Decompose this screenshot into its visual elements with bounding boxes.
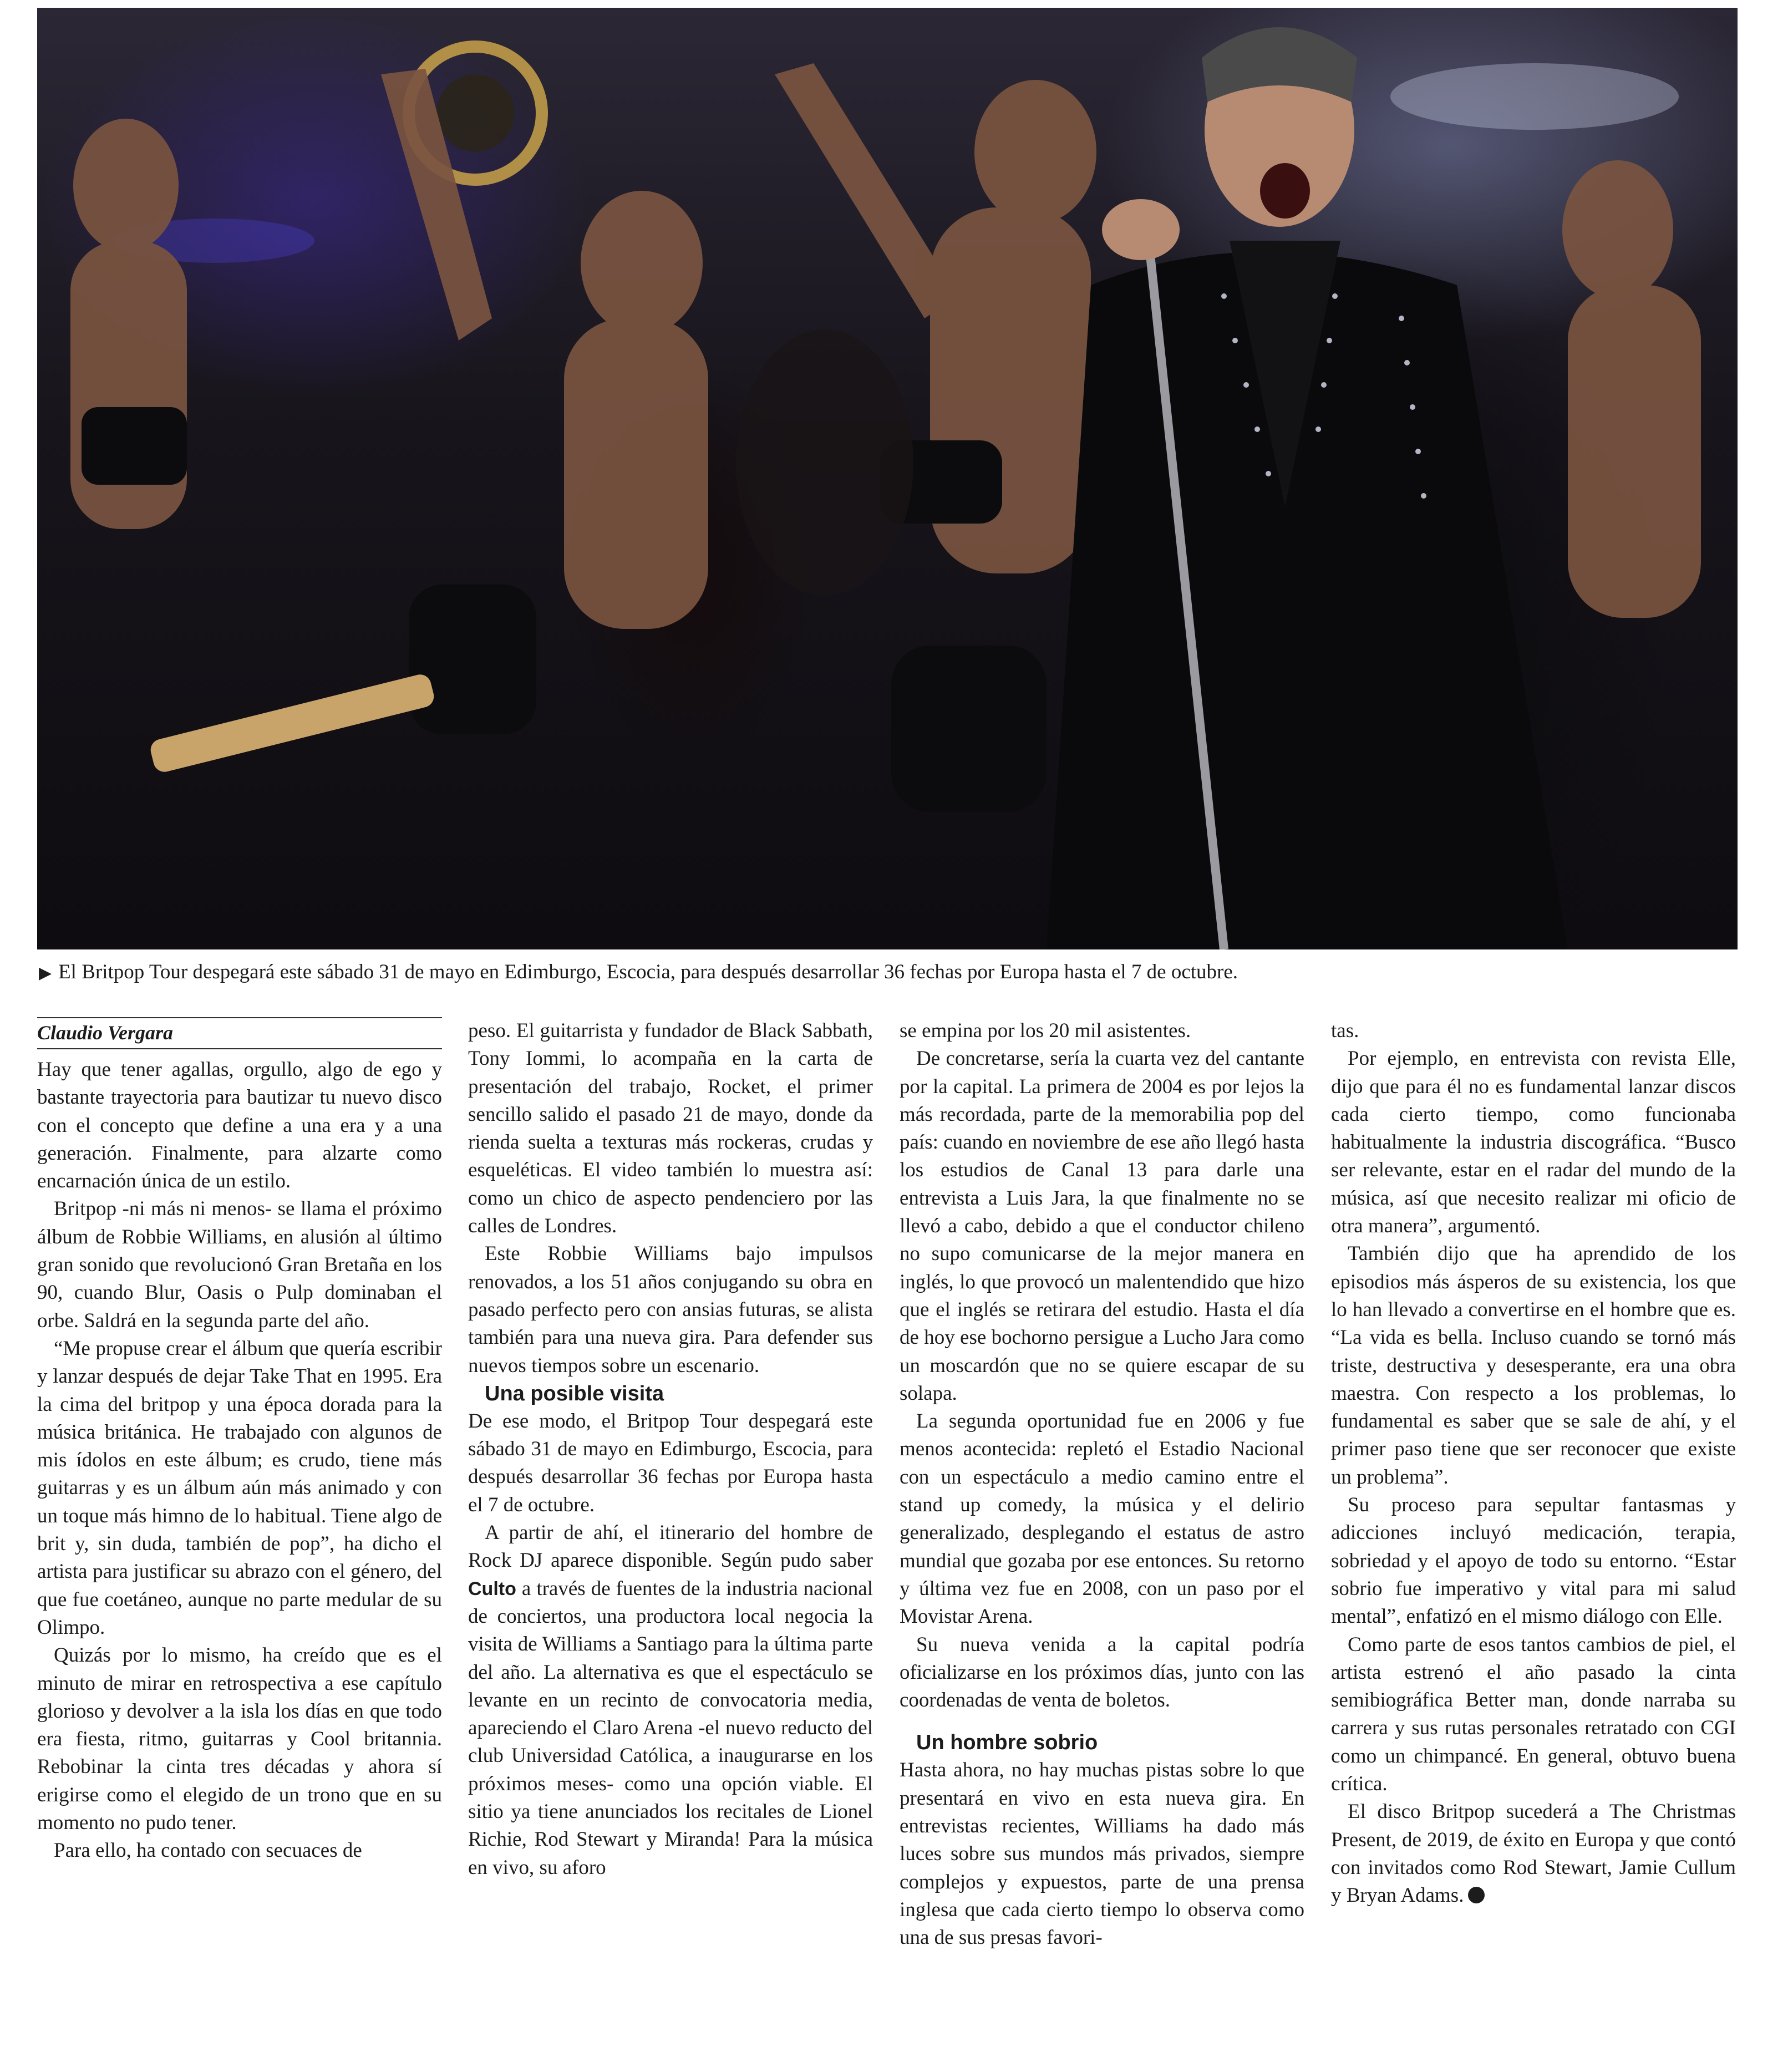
publication-name: Culto bbox=[468, 1578, 516, 1599]
paragraph: De ese modo, el Britpop Tour despegará este sábado 31 de mayo en Edimburgo, Escocia, para después desarrollar 36 fechas por Europa hasta el 7 de octubre. bbox=[468, 1409, 873, 1516]
article-column-3 bbox=[900, 1017, 1304, 1952]
byline: Claudio Vergara bbox=[37, 1017, 442, 1049]
subheading: Un hombre sobrio bbox=[916, 1731, 1098, 1755]
paragraph: Su nueva venida a la capital podría oficializarse en los próximos días, junto con las coordenadas de venta de boletos. bbox=[900, 1633, 1304, 1712]
paragraph: Para ello, ha contado con secuaces de bbox=[54, 1839, 362, 1862]
paragraph: tas. bbox=[1331, 1019, 1359, 1042]
paragraph bbox=[1331, 1798, 1736, 1910]
paragraph: La segunda oportunidad fue en 2006 y fue menos acontecida: repletó el Estadio Nacional con un espectáculo a medio camino entre el stand up comedy, la música y el delirio generalizado, desplegando el estatus de astro mundial que gozaba por ese entonces. Su retorno y última vez fue en 2008, con un paso por el Movistar Arena. bbox=[900, 1410, 1304, 1628]
paragraph: Hasta ahora, no hay muchas pistas sobre lo que presentará en vivo en esta nueva gira. En entrevistas recientes, Williams ha dado más luces sobre sus mundos más privados, siempre complejos y expuestos, parte de una prensa inglesa que cada cierto tiempo lo observa como una de sus presas favori- bbox=[900, 1759, 1304, 1949]
article-column-4 bbox=[1331, 1017, 1736, 1910]
paragraph: Hay que tener agallas, orgullo, algo de ego y bastante trayectoria para bautizar tu nuevo disco con el concepto que define a una era y a una generación. Finalmente, para alzarte como encarnación única de un estilo. bbox=[37, 1058, 442, 1193]
paragraph-text: El disco Britpop sucederá a The Christmas Present, de 2019, de éxito en Europa y que contó con invitados como Rod Stewart, Jamie Cullum y Bryan Adams. bbox=[1331, 1800, 1736, 1907]
concert-photo-illustration bbox=[37, 8, 1738, 949]
paragraph: Su proceso para sepultar fantasmas y adicciones incluyó medicación, terapia, sobriedad y el apoyo de todo su entorno. “Estar sobrio fue imperativo y vital para mi salud mental”, enfatizó en el mismo diálogo con Elle. bbox=[1331, 1494, 1736, 1628]
paragraph: Como parte de esos tantos cambios de piel, el artista estrenó el año pasado la cinta semibiográfica Better man, donde narraba su carrera y sus rutas personales retratado con CGI como un chimpancé. En general, obtuvo buena crítica. bbox=[1331, 1633, 1736, 1796]
paragraph: “Me propuse crear el álbum que quería escribir y lanzar después de dejar Take That en 1995. Era la cima del britpop y una época dorada para la música británica. He trabajado con algunos de mis ídolos en este álbum; es crudo, tiene más guitarras y es un álbum aún más animado y con un toque más himno de lo habitual. Tiene algo de brit y, sin duda, también de pop”, ha dicho el artista para justificar su abrazo con el género, del que fue coetáneo, aunque no parte medular de su Olimpo. bbox=[37, 1337, 442, 1639]
paragraph-text: a través de fuentes de la industria nacional de conciertos, una productora local negocia la visita de Williams a Santiago para la última parte del año. La alternativa es que el espectáculo se levante en un recinto de convocatoria media, apareciendo el Claro Arena -el nuevo reducto del club Universidad Católica, a inaugurarse en los próximos meses- como una opción viable. El sitio ya tiene anunciados los recitales de Lionel Richie, Rod Stewart y Miranda! Para la música en vivo, su aforo bbox=[468, 1577, 873, 1879]
article-column-1 bbox=[37, 1017, 442, 1865]
subheading: Una posible visita bbox=[485, 1382, 664, 1405]
concert-photo bbox=[37, 8, 1738, 949]
end-mark-icon bbox=[1468, 1887, 1485, 1903]
paragraph: De concretarse, sería la cuarta vez del cantante por la capital. La primera de 2004 es por lejos la más recordada, parte de la memorabilia pop del país: cuando en noviembre de ese año llegó hasta los estudios de Canal 13 para darle una entrevista a Luis Jara, la que finalmente no se llevó a cabo, debido a que el conductor chileno no supo comunicarse de la mejor manera en inglés, lo que provocó un malentendido que hizo que el inglés se retirara del estudio. Hasta el día de hoy ese bochorno persigue a Lucho Jara como un moscardón que no se quiere escapar de su solapa. bbox=[900, 1047, 1304, 1405]
paragraph-text: A partir de ahí, el itinerario del hombre de Rock DJ aparece disponible. Según pudo saber bbox=[468, 1521, 873, 1572]
paragraph bbox=[468, 1519, 873, 1882]
caption-marker-icon: ▶ bbox=[39, 964, 52, 982]
caption-text: El Britpop Tour despegará este sábado 31 de mayo en Edimburgo, Escocia, para después desarrollar 36 fechas por Europa hasta el 7 de octubre. bbox=[58, 961, 1238, 983]
paragraph: También dijo que ha aprendido de los episodios más ásperos de su existencia, los que lo han llevado a convertirse en el hombre que es. “La vida es bella. Incluso cuando se tornó más triste, destructiva y desesperante, era una obra maestra. Con respecto a los problemas, lo fundamental es saber que se sale de ahí, y el primer paso tiene que ser reconocer que existe un problema”. bbox=[1331, 1242, 1736, 1489]
paragraph: Britpop -ni más ni menos- se llama el próximo álbum de Robbie Williams, en alusión al último gran sonido que revolucionó Gran Bretaña en los 90, cuando Blur, Oasis o Pulp dominaban el orbe. Saldrá en la segunda parte del año. bbox=[37, 1197, 442, 1332]
photo-caption bbox=[39, 958, 1736, 987]
paragraph: Quizás por lo mismo, ha creído que es el minuto de mirar en retrospectiva a ese capítulo glorioso y devolver a la isla los días en que todo era fiesta, ritmo, guitarras y Cool britannia. Rebobinar la cinta tres décadas y ahora sí erigirse como el elegido de un trono que en su momento no pudo tener. bbox=[37, 1644, 442, 1835]
paragraph: Por ejemplo, en entrevista con revista Elle, dijo que para él no es fundamental lanzar discos cada cierto tiempo, como funcionaba habitualmente la industria discográfica. “Busco ser relevante, estar en el radar del mundo de la música, así que necesito realizar mi oficio de otra manera”, argumentó. bbox=[1331, 1047, 1736, 1238]
paragraph: Este Robbie Williams bajo impulsos renovados, a los 51 años conjugando su obra en pasado perfecto pero con ansias futuras, se alista también para una nueva gira. Para defender sus nuevos tiempos sobre un escenario. bbox=[468, 1242, 873, 1377]
article-column-2 bbox=[468, 1017, 873, 1882]
paragraph: peso. El guitarrista y fundador de Black Sabbath, Tony Iommi, lo acompaña en la carta de presentación del trabajo, Rocket, el primer sencillo salido el pasado 21 de mayo, donde da rienda suelta a texturas más rockeras, crudas y esqueléticas. El video también lo muestra así: como un chico de aspecto pendenciero por las calles de Londres. bbox=[468, 1019, 873, 1238]
paragraph: se empina por los 20 mil asistentes. bbox=[900, 1019, 1191, 1042]
